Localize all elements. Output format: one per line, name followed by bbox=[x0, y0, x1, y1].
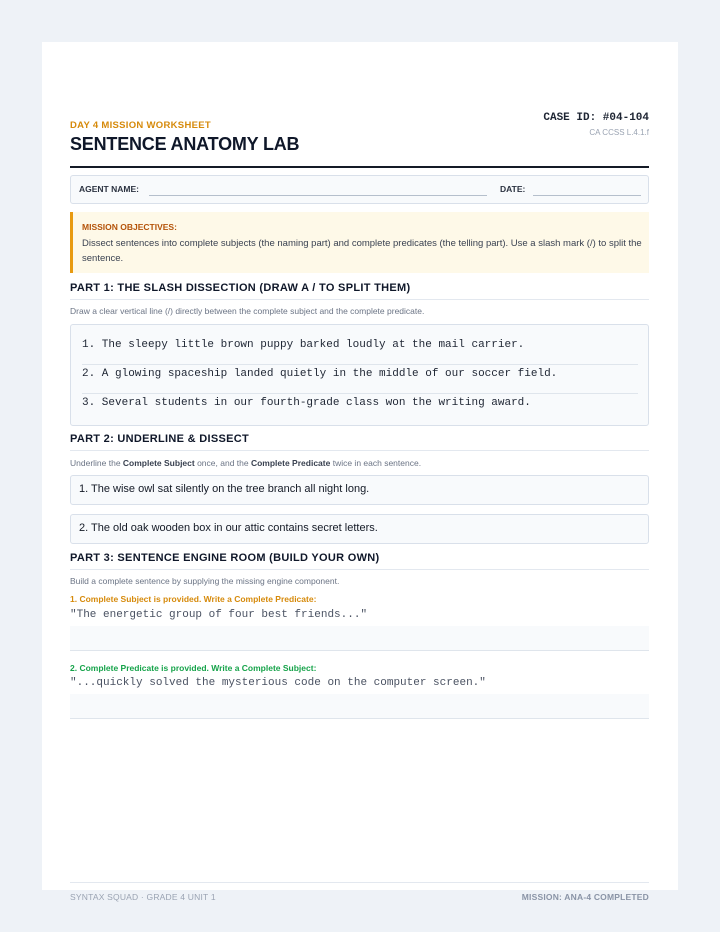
dissection-sentence-3[interactable]: 3. Several students in our fourth-grade class won the writing award. bbox=[82, 397, 531, 409]
agent-name-field[interactable] bbox=[149, 195, 487, 196]
part2-desc-text: Underline the bbox=[70, 458, 123, 468]
sentence-divider bbox=[82, 364, 638, 365]
dissection-sentence-1[interactable]: 1. The sleepy little brown puppy barked loudly at the mail carrier. bbox=[82, 339, 525, 351]
underline-sentence-1[interactable]: 1. The wise owl sat silently on the tree branch all night long. bbox=[79, 483, 370, 495]
part2-desc-text: once, and the bbox=[194, 458, 251, 468]
footer-divider bbox=[70, 882, 649, 883]
underline-sentence-box-1 bbox=[70, 475, 649, 505]
part3-heading: PART 3: SENTENCE ENGINE ROOM (BUILD YOUR OWN) bbox=[70, 552, 649, 570]
engine-item-1-quote: "The energetic group of four best friends..." bbox=[70, 609, 368, 621]
term-complete-predicate: Complete Predicate bbox=[250, 458, 331, 468]
predicate-write-area[interactable] bbox=[70, 626, 649, 651]
dissection-sentence-2[interactable]: 2. A glowing spaceship landed quietly in the middle of our soccer field. bbox=[82, 368, 558, 380]
underline-sentence-2[interactable]: 2. The old oak wooden box in our attic contains secret letters. bbox=[79, 522, 378, 534]
objectives-text: Dissect sentences into complete subjects (the naming part) and complete predicates (the telling part). Use a slash mark (/) to split the sentence. bbox=[82, 238, 642, 264]
part2-heading: PART 2: UNDERLINE & DISSECT bbox=[70, 433, 649, 451]
slash-dissection-box bbox=[70, 324, 649, 426]
engine-item-2-label: 2. Complete Predicate is provided. Write a Complete Subject: bbox=[70, 663, 317, 673]
mission-objectives-box bbox=[70, 212, 649, 273]
subject-write-area[interactable] bbox=[70, 694, 649, 719]
date-label: DATE: bbox=[500, 184, 526, 194]
term-complete-subject: Complete Subject bbox=[122, 458, 195, 468]
part1-description: Draw a clear vertical line (/) directly between the complete subject and the complete predicate. bbox=[70, 306, 425, 316]
page-title: SENTENCE ANATOMY LAB bbox=[70, 134, 300, 154]
part2-desc-text: twice in each sentence. bbox=[330, 458, 422, 468]
date-field[interactable] bbox=[533, 195, 641, 196]
standard-code: CA CCSS L.4.1.f bbox=[589, 128, 649, 137]
sentence-divider bbox=[82, 393, 638, 394]
part2-description bbox=[70, 458, 421, 468]
case-id: CASE ID: #04-104 bbox=[543, 112, 649, 124]
part3-description: Build a complete sentence by supplying the missing engine component. bbox=[70, 576, 340, 586]
footer-mission-status: MISSION: ANA-4 COMPLETED bbox=[521, 892, 649, 902]
worksheet-kicker: DAY 4 MISSION WORKSHEET bbox=[70, 120, 211, 131]
engine-item-1-label: 1. Complete Subject is provided. Write a Complete Predicate: bbox=[70, 594, 317, 604]
footer-unit: SYNTAX SQUAD · GRADE 4 UNIT 1 bbox=[70, 892, 216, 902]
engine-item-2-quote: "...quickly solved the mysterious code on the computer screen." bbox=[70, 677, 486, 689]
title-divider bbox=[70, 166, 649, 168]
objectives-title: MISSION OBJECTIVES: bbox=[82, 222, 177, 232]
agent-name-label: AGENT NAME: bbox=[79, 184, 139, 194]
part1-heading: PART 1: THE SLASH DISSECTION (DRAW A / TO SPLIT THEM) bbox=[70, 282, 649, 300]
underline-sentence-box-2 bbox=[70, 514, 649, 544]
agent-info-box bbox=[70, 175, 649, 204]
worksheet-page bbox=[42, 42, 678, 902]
